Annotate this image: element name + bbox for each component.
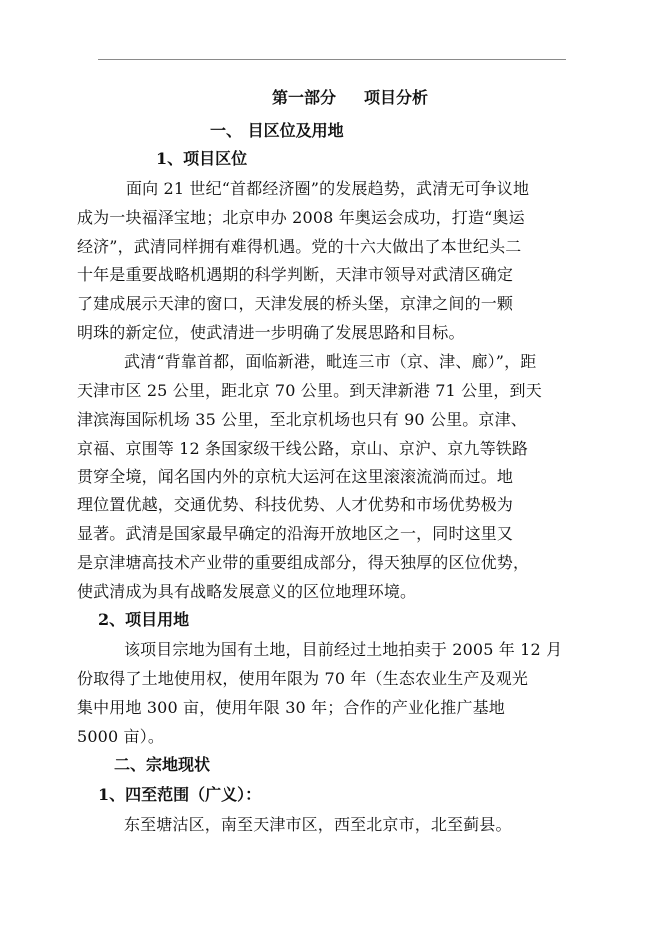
header-rule xyxy=(98,59,566,60)
paragraph-line: 该项目宗地为国有土地，目前经过土地拍卖于 2005 年 12 月 xyxy=(124,640,563,659)
paragraph-line: 东至塘沽区，南至天津市区，西至北京市，北至蓟县。 xyxy=(124,815,512,834)
section-heading-1: 一、 目区位及用地 xyxy=(210,121,344,140)
paragraph-line: 武清“背靠首都，面临新港，毗连三市（京、津、廊）”，距 xyxy=(124,352,537,371)
paragraph-line: 经济”，武清同样拥有难得机遇。党的十六大做出了本世纪头二 xyxy=(77,237,522,256)
paragraph-line: 成为一块福泽宝地；北京申办 2008 年奥运会成功，打造“奥运 xyxy=(77,208,525,227)
title-name: 项目分析 xyxy=(364,88,429,107)
paragraph-line: 十年是重要战略机遇期的科学判断，天津市领导对武清区确定 xyxy=(77,265,514,284)
section-heading-2: 二、宗地现状 xyxy=(114,755,211,774)
subsection-heading-location: 1、项目区位 xyxy=(156,149,248,168)
subsection-heading-land-use: 2、项目用地 xyxy=(98,610,190,629)
paragraph-line: 显著。武清是国家最早确定的沿海开放地区之一，同时这里又 xyxy=(77,524,514,543)
paragraph-line: 集中用地 300 亩，使用年限 30 年；合作的产业化推广基地 xyxy=(77,698,505,717)
paragraph-line: 天津市区 25 公里，距北京 70 公里。到天津新港 71 公里，到天 xyxy=(77,381,542,400)
paragraph-line: 5000 亩）。 xyxy=(77,727,165,746)
paragraph-line: 津滨海国际机场 35 公里，至北京机场也只有 90 公里。京津、 xyxy=(77,410,527,429)
paragraph-line: 使武清成为具有战略发展意义的区位地理环境。 xyxy=(77,582,417,601)
paragraph-line: 是京津塘高技术产业带的重要组成部分，得天独厚的区位优势， xyxy=(77,553,530,572)
paragraph-line: 份取得了土地使用权，使用年限为 70 年（生态农业生产及观光 xyxy=(77,669,529,688)
title-part: 第一部分 xyxy=(272,88,337,107)
paragraph-line: 面向 21 世纪“首都经济圈”的发展趋势，武清无可争议地 xyxy=(126,179,530,198)
paragraph-line: 理位置优越，交通优势、科技优势、人才优势和市场优势极为 xyxy=(77,495,514,514)
paragraph-line: 了建成展示天津的窗口，天津发展的桥头堡，京津之间的一颗 xyxy=(77,294,514,313)
paragraph-line: 明珠的新定位，使武清进一步明确了发展思路和目标。 xyxy=(77,323,465,342)
paragraph-line: 贯穿全境，闻名国内外的京杭大运河在这里滚滚流淌而过。地 xyxy=(77,467,514,486)
paragraph-line: 京福、京围等 12 条国家级干线公路，京山、京沪、京九等铁路 xyxy=(77,439,529,458)
page-title xyxy=(272,90,428,106)
subsection-heading-boundaries: 1、四至范围（广义）： xyxy=(98,785,262,804)
